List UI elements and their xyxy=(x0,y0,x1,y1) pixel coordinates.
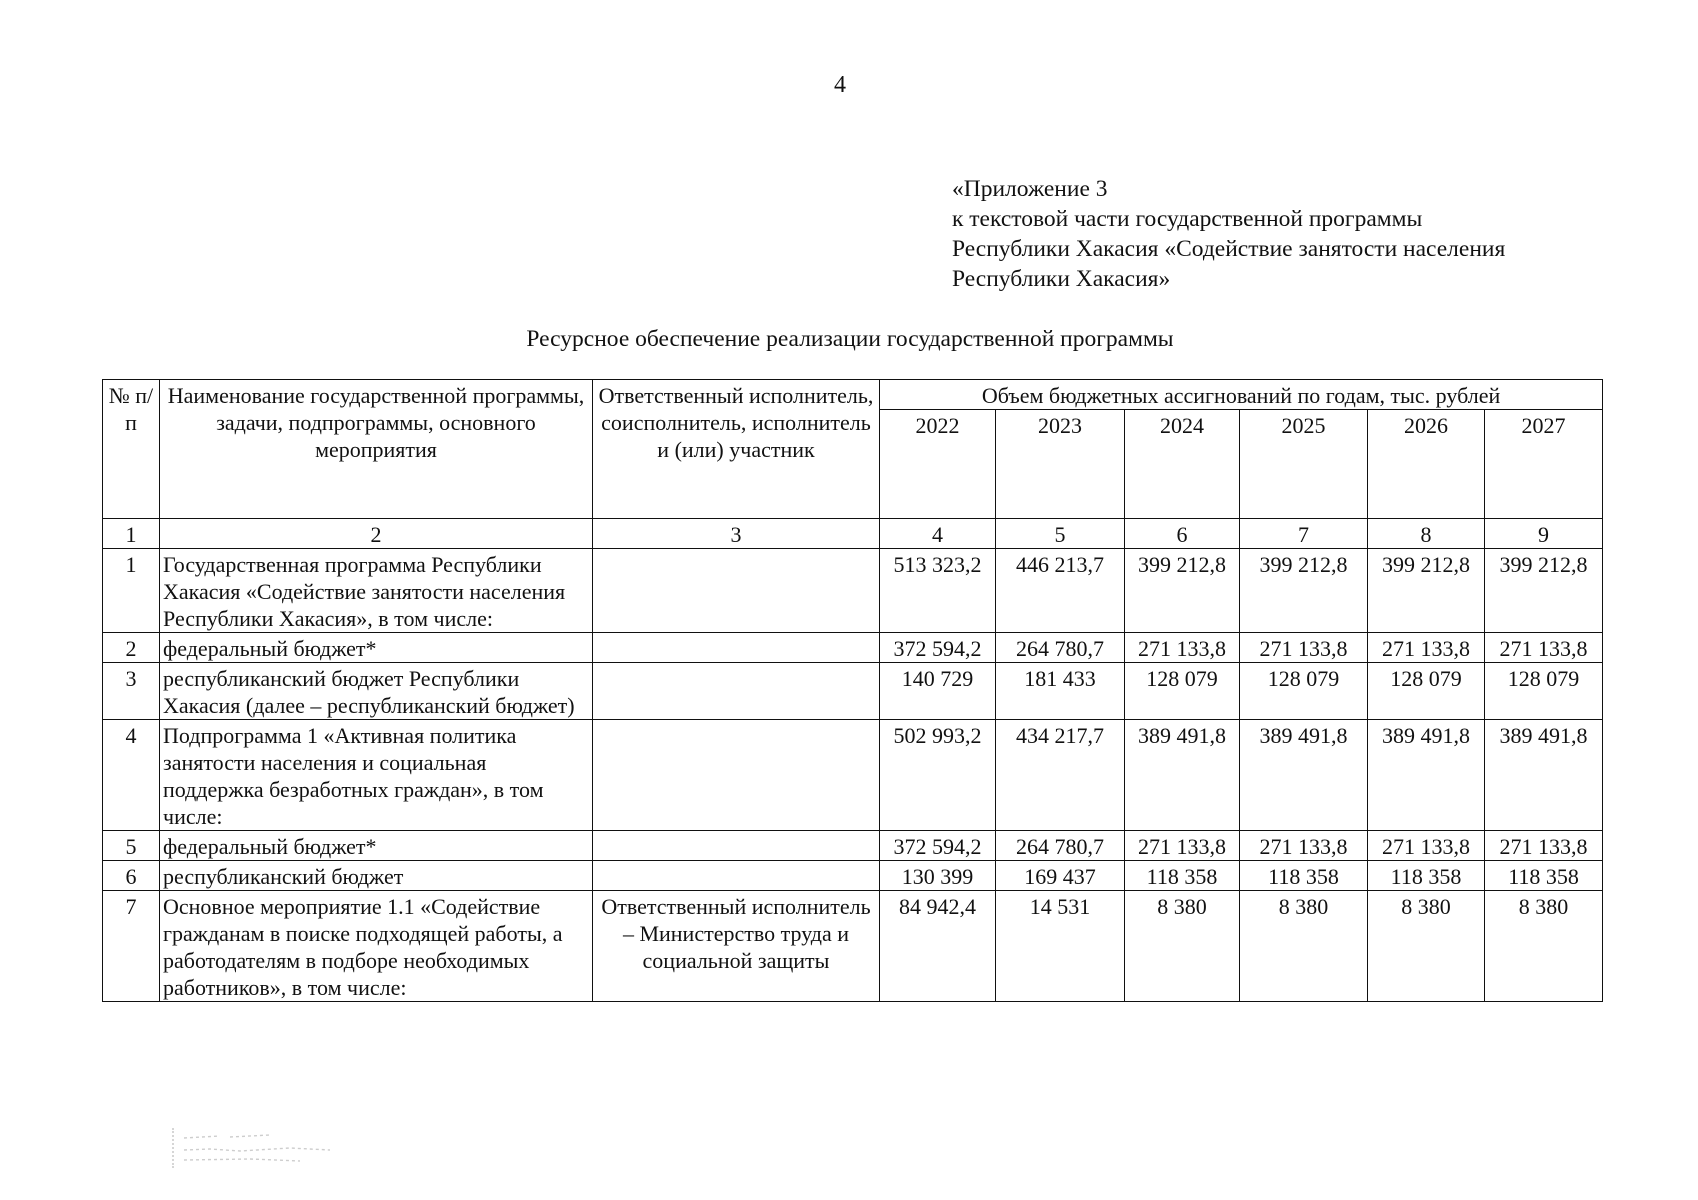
value-cell: 8 380 xyxy=(1240,891,1368,1002)
stamp-scribble-icon xyxy=(180,1128,380,1164)
header-year: 2027 xyxy=(1485,410,1603,519)
value-cell: 389 491,8 xyxy=(1368,720,1485,831)
header-budget-group: Объем бюджетных ассигнований по годам, тыс. рублей xyxy=(880,380,1603,410)
value-cell: 118 358 xyxy=(1240,861,1368,891)
header-year: 2025 xyxy=(1240,410,1368,519)
appendix-reference xyxy=(952,174,1652,294)
appendix-line: Республики Хакасия» xyxy=(952,266,1171,292)
row-number: 5 xyxy=(103,831,160,861)
table-row xyxy=(103,663,1603,720)
value-cell: 399 212,8 xyxy=(1485,549,1603,633)
column-number: 3 xyxy=(593,519,880,549)
value-cell: 446 213,7 xyxy=(996,549,1125,633)
value-cell: 271 133,8 xyxy=(1125,633,1240,663)
header-row xyxy=(103,380,1603,410)
value-cell: 14 531 xyxy=(996,891,1125,1002)
row-number: 2 xyxy=(103,633,160,663)
column-number: 7 xyxy=(1240,519,1368,549)
column-number: 9 xyxy=(1485,519,1603,549)
value-cell: 399 212,8 xyxy=(1368,549,1485,633)
value-cell: 128 079 xyxy=(1485,663,1603,720)
value-cell: 140 729 xyxy=(880,663,996,720)
header-executor: Ответственный исполнитель, соисполнитель, исполнитель и (или) участник xyxy=(593,380,880,519)
value-cell: 128 079 xyxy=(1125,663,1240,720)
column-number-row xyxy=(103,519,1603,549)
header-name: Наименование государственной программы, задачи, подпрограммы, основного мероприятия xyxy=(160,380,593,519)
value-cell: 271 133,8 xyxy=(1240,633,1368,663)
column-number: 1 xyxy=(103,519,160,549)
row-executor: Ответственный исполнитель – Министерство труда и социальной защиты xyxy=(593,891,880,1002)
row-executor xyxy=(593,663,880,720)
value-cell: 271 133,8 xyxy=(1125,831,1240,861)
appendix-line: «Приложение 3 xyxy=(952,176,1108,202)
row-name: Подпрограмма 1 «Активная политика занятости населения и социальная поддержка безработных граждан», в том числе: xyxy=(160,720,593,831)
value-cell: 8 380 xyxy=(1485,891,1603,1002)
row-executor xyxy=(593,633,880,663)
value-cell: 118 358 xyxy=(1125,861,1240,891)
value-cell: 399 212,8 xyxy=(1240,549,1368,633)
column-number: 5 xyxy=(996,519,1125,549)
faint-stamp-mark xyxy=(172,1128,400,1168)
header-year: 2026 xyxy=(1368,410,1485,519)
value-cell: 372 594,2 xyxy=(880,633,996,663)
table-row xyxy=(103,549,1603,633)
value-cell: 389 491,8 xyxy=(1125,720,1240,831)
value-cell: 264 780,7 xyxy=(996,633,1125,663)
row-executor xyxy=(593,831,880,861)
column-number: 6 xyxy=(1125,519,1240,549)
header-year: 2022 xyxy=(880,410,996,519)
appendix-line: Республики Хакасия «Содействие занятости населения xyxy=(952,236,1506,262)
row-number: 7 xyxy=(103,891,160,1002)
value-cell: 181 433 xyxy=(996,663,1125,720)
row-number: 3 xyxy=(103,663,160,720)
value-cell: 372 594,2 xyxy=(880,831,996,861)
table-row xyxy=(103,633,1603,663)
value-cell: 502 993,2 xyxy=(880,720,996,831)
header-num: № п/п xyxy=(103,380,160,519)
column-number: 8 xyxy=(1368,519,1485,549)
row-name: республиканский бюджет xyxy=(160,861,593,891)
value-cell: 8 380 xyxy=(1125,891,1240,1002)
row-name: Государственная программа Республики Хакасия «Содействие занятости населения Республики Хакасия», в том числе: xyxy=(160,549,593,633)
value-cell: 128 079 xyxy=(1368,663,1485,720)
value-cell: 271 133,8 xyxy=(1368,633,1485,663)
document-title: Ресурсное обеспечение реализации государственной программы xyxy=(526,326,1174,352)
table-row xyxy=(103,861,1603,891)
value-cell: 389 491,8 xyxy=(1240,720,1368,831)
table-row xyxy=(103,831,1603,861)
header-year: 2024 xyxy=(1125,410,1240,519)
value-cell: 118 358 xyxy=(1368,861,1485,891)
value-cell: 8 380 xyxy=(1368,891,1485,1002)
column-number: 4 xyxy=(880,519,996,549)
value-cell: 118 358 xyxy=(1485,861,1603,891)
column-number: 2 xyxy=(160,519,593,549)
value-cell: 271 133,8 xyxy=(1485,831,1603,861)
value-cell: 169 437 xyxy=(996,861,1125,891)
row-name: федеральный бюджет* xyxy=(160,633,593,663)
row-executor xyxy=(593,861,880,891)
value-cell: 271 133,8 xyxy=(1368,831,1485,861)
value-cell: 130 399 xyxy=(880,861,996,891)
row-executor xyxy=(593,720,880,831)
appendix-line: к текстовой части государственной программы xyxy=(952,206,1423,232)
table-row xyxy=(103,720,1603,831)
value-cell: 434 217,7 xyxy=(996,720,1125,831)
value-cell: 513 323,2 xyxy=(880,549,996,633)
value-cell: 271 133,8 xyxy=(1485,633,1603,663)
page-number: 4 xyxy=(834,72,846,98)
row-name: Основное мероприятие 1.1 «Содействие гражданам в поиске подходящей работы, а работодателям в подборе необходимых работников», в том числе: xyxy=(160,891,593,1002)
row-number: 4 xyxy=(103,720,160,831)
row-name: федеральный бюджет* xyxy=(160,831,593,861)
value-cell: 389 491,8 xyxy=(1485,720,1603,831)
row-name: республиканский бюджет Республики Хакасия (далее – республиканский бюджет) xyxy=(160,663,593,720)
header-year: 2023 xyxy=(996,410,1125,519)
value-cell: 264 780,7 xyxy=(996,831,1125,861)
value-cell: 399 212,8 xyxy=(1125,549,1240,633)
value-cell: 84 942,4 xyxy=(880,891,996,1002)
table-row xyxy=(103,891,1603,1002)
value-cell: 271 133,8 xyxy=(1240,831,1368,861)
budget-table xyxy=(102,379,1603,1002)
row-number: 6 xyxy=(103,861,160,891)
row-executor xyxy=(593,549,880,633)
row-number: 1 xyxy=(103,549,160,633)
value-cell: 128 079 xyxy=(1240,663,1368,720)
